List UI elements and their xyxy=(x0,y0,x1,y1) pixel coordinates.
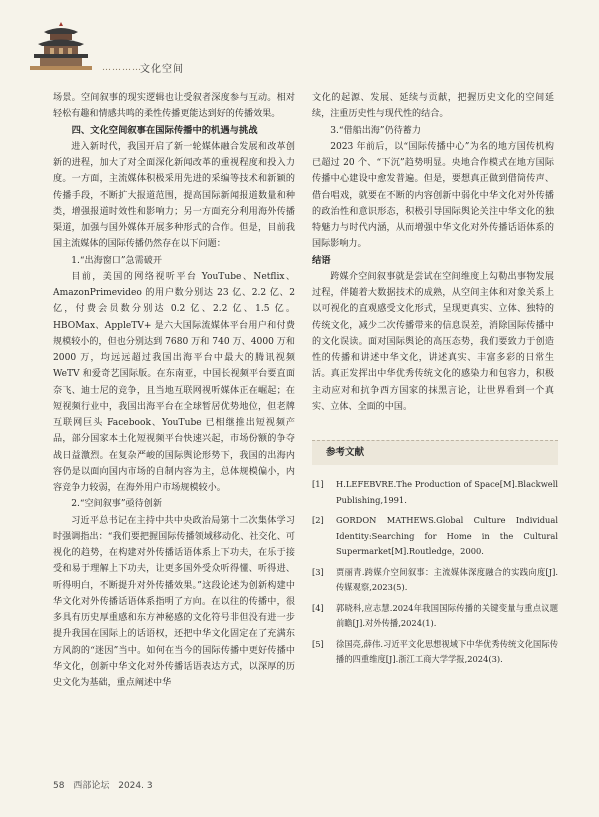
reference-number: [2] xyxy=(312,515,324,525)
header-dots: ………… xyxy=(102,63,142,73)
reference-item xyxy=(312,477,558,508)
issue-number: 2024. 3 xyxy=(118,781,153,791)
journal-name: 西部论坛 xyxy=(73,781,110,791)
right-column xyxy=(312,90,554,415)
section-heading: 结语 xyxy=(312,254,331,266)
paragraph: 跨媒介空间叙事就是尝试在空间维度上勾勒出事物发展过程，伴随着大数据技术的成熟，从空间主体和对象关系上以可视化的直观感受文化形式，呈现更真实、立体、独特的传统文化，减少二次传播带来的信息误差，消除国际传播中的文化误读。面对国际舆论的高压态势，我们要致力于创造性的传播和讲述中华文化，讲述真实、丰富多彩的日常生活。真正发挥出中华优秀传统文化的感染力和包容力，积极主动应对和抗争西方国家的抹黑言论，让世界看到一个真实、立体、全面的中国。 xyxy=(312,271,554,412)
reference-item xyxy=(312,565,558,596)
section-heading: 3.“借船出海”仍待蓄力 xyxy=(330,125,421,136)
reference-number: [3] xyxy=(312,566,324,577)
page-footer xyxy=(53,778,153,791)
section-heading: 1.“出海窗口”急需破开 xyxy=(71,255,162,266)
reference-text: GORDON MATHEWS.Global Culture Individual Identity:Searching for Home in the Cultural Supermarket[M].Routledge，2000. xyxy=(336,515,558,556)
pagoda-logo-icon xyxy=(30,20,92,72)
left-column xyxy=(53,90,295,691)
paragraph: 进入新时代，我国开启了新一轮媒体融合发展和改革创新的进程，加大了对全面深化新闻改革的重视程度和投入力度。一方面，主流媒体积极采用先进的采编等技术和新颖的传播手段，不断扩大报道范围，提高国际新闻报道数量和种类，增强报道时效性和影响力；另一方面充分利用海外传播渠道，加强与国外媒体开展多种形式的合作。但是，目前我国主流媒体的国际传播仍然存在以下问题： xyxy=(53,141,295,250)
reference-text: 徐国亮,薛伟.习近平文化思想视域下中华优秀传统文化国际传播的四重维度[J].浙江工商大学学报,2024(3). xyxy=(336,638,558,664)
paragraph: 场景。空间叙事的现实逻辑也让受叙者深度参与互动。相对轻松有趣和情感共鸣的柔性传播更能达到好的传播效果。 xyxy=(53,93,295,120)
reference-number: [5] xyxy=(312,638,324,649)
reference-number: [1] xyxy=(312,479,324,489)
section-heading: 四、文化空间叙事在国际传播中的机遇与挑战 xyxy=(71,124,258,136)
section-tag: 文化空间 xyxy=(140,64,184,75)
reference-text: 郭晓科,应志慧.2024年我国国际传播的关键变量与重点议题前瞻[J].对外传播,2024(1). xyxy=(336,602,558,628)
paragraph: 习近平总书记在主持中共中央政治局第十二次集体学习时强调指出：“我们要把握国际传播领域移动化、社交化、可视化的趋势，在构建对外传播话语体系上下功夫，在乐于接受和易于理解上下功夫，让更多国外受众听得懂、听得进、听得明白，不断提升对外传播效果。”这段论述为创新构建中华文化对外传播话语体系指明了方向。在以往的传播中，很多具有历史厚重感和东方神秘感的文化符号非但没有进一步提升我国在国际上的话语权，还把中华文化固定在了充满东方风韵的“迷因”当中。如何在当今的国际传播中更好传播中华文化，创新中华文化对外传播话语表达方式，以深厚的历史文化为基础，重点阐述中华 xyxy=(53,515,295,688)
references-heading: 参考文献 xyxy=(312,440,558,465)
references-list xyxy=(312,477,558,668)
reference-text: 贾丽青.跨媒介空间叙事：主流媒体深度融合的实践向度[J].传媒观察,2023(5). xyxy=(336,566,558,592)
page-number: 58 xyxy=(53,781,65,791)
section-heading: 2.“空间叙事”亟待创新 xyxy=(71,499,162,510)
reference-item xyxy=(312,513,558,560)
paragraph: 目前，美国的网络视听平台 YouTube、Netflix、AmazonPrimevideo 的用户数分别达 23 亿、2.2 亿、2 亿，付费会员数分别达 0.2 亿、2.2 亿、1.5 亿。HBOMax、AppleTV+ 是六大国际流媒体平台用户和付费规模较小的，但也分别达到 7680 万和 740 万、4000 万和 2000 万，均远远超过我国出海平台中最大的腾讯视频 WeTV 和爱奇艺国际版。在东南亚，中国长视频平台要直面奈飞、迪士尼的竞争，且当地互联网视听媒体正在崛起；在短视频行业中，我国出海平台在全球暂居优势地位，但老牌互联网巨头 Facebook、YouTube 已相继推出短视频产品，部分国家本土化短视频平台快速兴起，市场份额的争夺战日益激烈。在复杂严峻的国际舆论形势下，我国的出海内容仍是以面向国内市场的自制内容为主，总体规模偏小，内容竞争力较弱，在海外用户市场规模较小。 xyxy=(53,271,295,493)
reference-item xyxy=(312,601,558,632)
page-header xyxy=(30,20,230,80)
reference-number: [4] xyxy=(312,602,324,613)
paragraph: 2023 年前后，以“国际传播中心”为名的地方国传机构已超过 20 个、“下沉”趋势明显。央地合作模式在地方国际传播中心建设中愈发普遍。但是，要想真正做到借筒传声、借台唱戏，就要在不断的内容创新中弱化中华文化对外传播的政治性和意识形态，积极引导国际舆论关注中华文化的独特魅力与时代内涵，从而增强中华文化对外传播话语体系的国际影响力。 xyxy=(312,141,554,250)
references-section xyxy=(312,440,558,673)
reference-text: H.LEFEBVRE.The Production of Space[M].Blackwell Publishing,1991. xyxy=(336,479,559,505)
paragraph: 文化的起源、发展、延续与贡献，把握历史文化的空间延续，注重历史性与现代性的结合。 xyxy=(312,93,554,120)
reference-item xyxy=(312,637,558,668)
